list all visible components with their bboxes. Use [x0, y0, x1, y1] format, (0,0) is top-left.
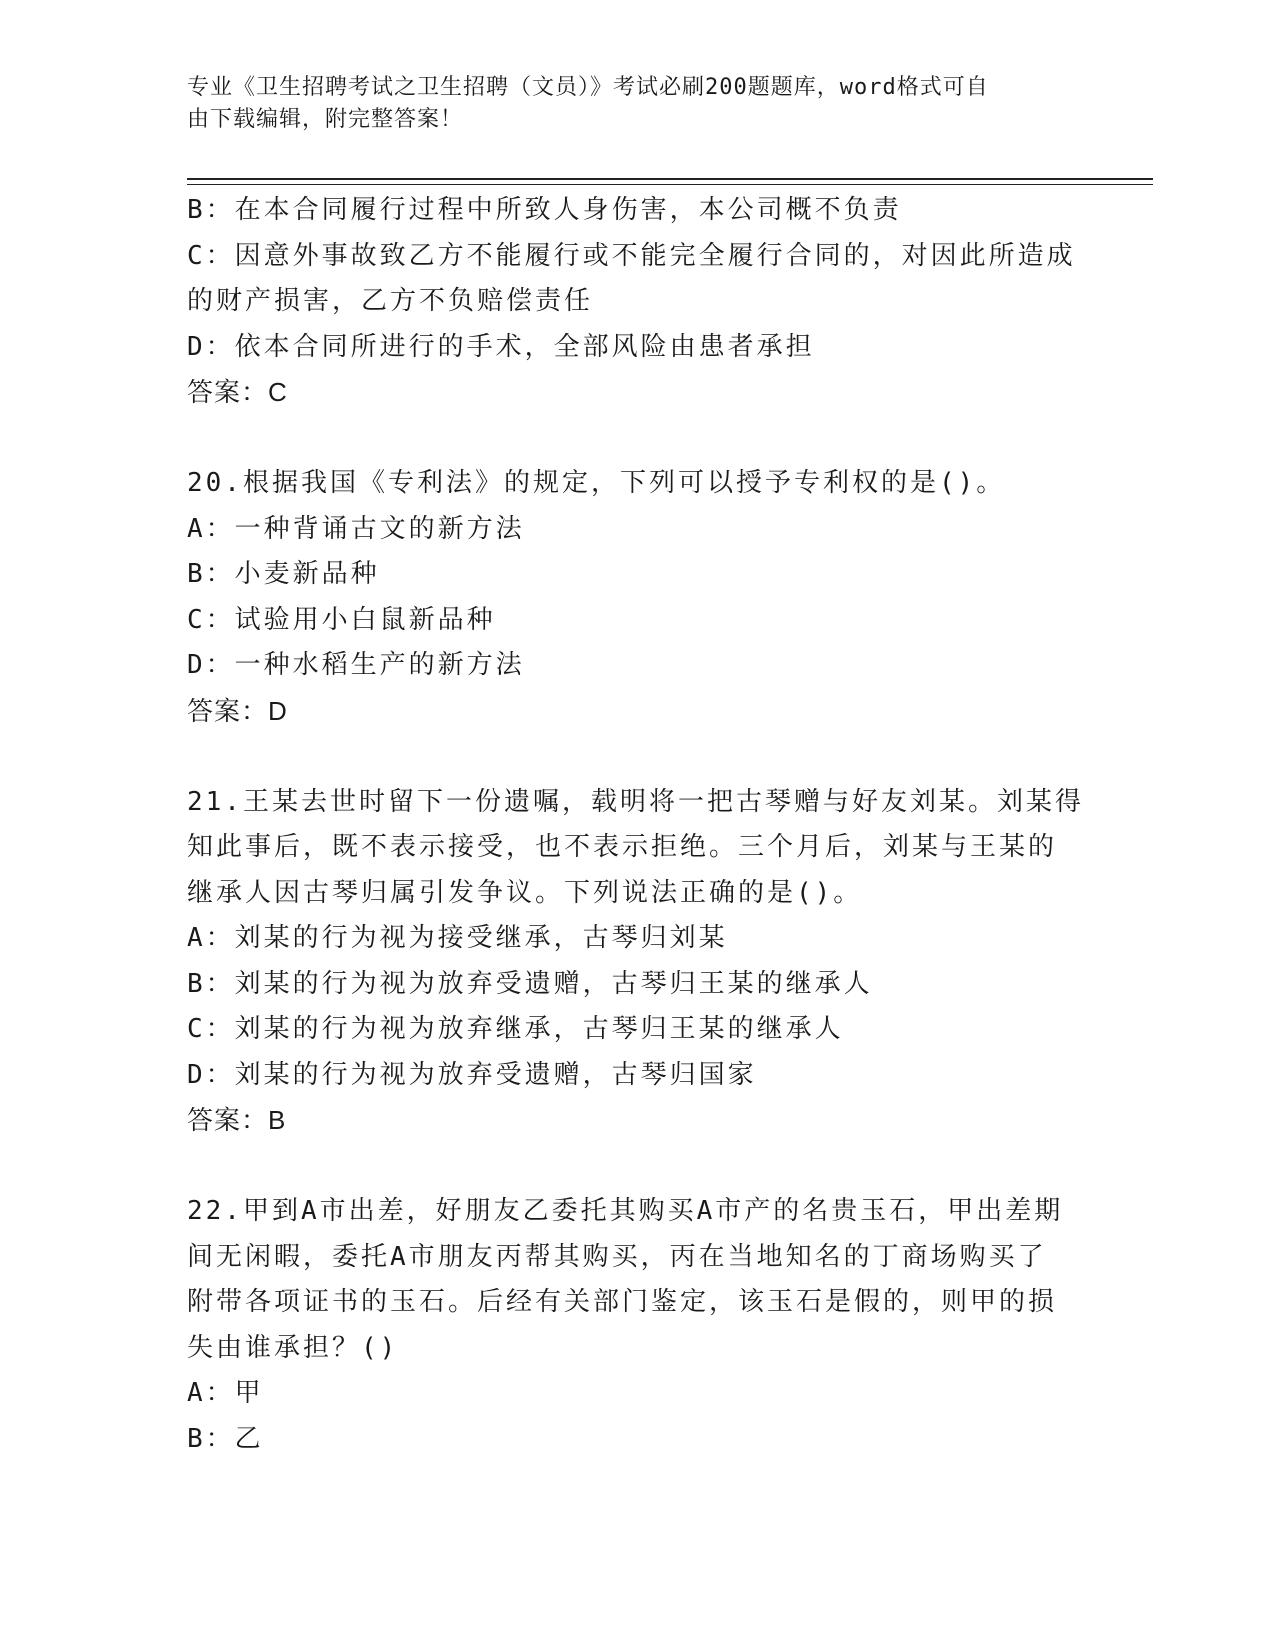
header-divider-thick [187, 178, 1153, 180]
question-stem-line-2: 知此事后，既不表示接受，也不表示拒绝。三个月后，刘某与王某的 [187, 832, 1058, 862]
question-stem-line-4: 失由谁承担？() [187, 1332, 399, 1363]
option-a: A：甲 [187, 1378, 264, 1408]
spacer [187, 416, 1087, 462]
question-stem: 20.根据我国《专利法》的规定，下列可以授予专利权的是()。 [187, 468, 1006, 498]
question-20 [187, 461, 1087, 734]
question-21 [187, 780, 1087, 1144]
answer: 答案：C [187, 377, 288, 407]
option-d: D：刘某的行为视为放弃受遗赠，古琴归国家 [187, 1059, 757, 1090]
spacer [187, 1144, 1087, 1190]
option-c: C：刘某的行为视为放弃继承，古琴归王某的继承人 [187, 1014, 844, 1044]
document-header [187, 72, 1077, 136]
option-c: C：因意外事故致乙方不能履行或不能完全履行合同的，对因此所造成 [187, 240, 1076, 271]
question-stem-line-1: 21.王某去世时留下一份遗嘱，载明将一把古琴赠与好友刘某。刘某得 [187, 786, 1084, 817]
option-b: B：乙 [187, 1423, 264, 1454]
option-b: B：在本合同履行过程中所致人身伤害，本公司概不负责 [187, 195, 902, 225]
header-line-1: 专业《卫生招聘考试之卫生招聘（文员）》考试必刷200题题库，word格式可自 [187, 75, 989, 100]
answer: 答案：D [187, 695, 288, 726]
option-b: B：小麦新品种 [187, 559, 380, 589]
spacer [187, 734, 1087, 780]
header-divider-thin [187, 184, 1153, 185]
question-stem-line-1: 22.甲到A市出差，好朋友乙委托其购买A市产的名贵玉石，甲出差期 [187, 1196, 1064, 1226]
option-a: A：刘某的行为视为接受继承，古琴归刘某 [187, 923, 728, 953]
question-stem-line-3: 附带各项证书的玉石。后经有关部门鉴定，该玉石是假的，则甲的损 [187, 1287, 1058, 1317]
question-stem-line-2: 间无闲暇，委托A市朋友丙帮其购买，丙在当地知名的丁商场购买了 [187, 1241, 1047, 1272]
option-c: C：试验用小白鼠新品种 [187, 604, 496, 635]
option-c-continued: 的财产损害，乙方不负赔偿责任 [187, 286, 594, 316]
answer: 答案：B [187, 1105, 287, 1135]
option-d: D：依本合同所进行的手术，全部风险由患者承担 [187, 331, 815, 362]
question-19-tail [187, 188, 1087, 416]
option-a: A：一种背诵古文的新方法 [187, 513, 525, 544]
document-body [187, 188, 1087, 1462]
question-22 [187, 1189, 1087, 1462]
option-d: D：一种水稻生产的新方法 [187, 650, 525, 680]
option-b: B：刘某的行为视为放弃受遗赠，古琴归王某的继承人 [187, 968, 873, 999]
header-line-2: 由下载编辑，附完整答案！ [187, 107, 464, 132]
question-stem-line-3: 继承人因古琴归属引发争议。下列说法正确的是()。 [187, 877, 863, 908]
